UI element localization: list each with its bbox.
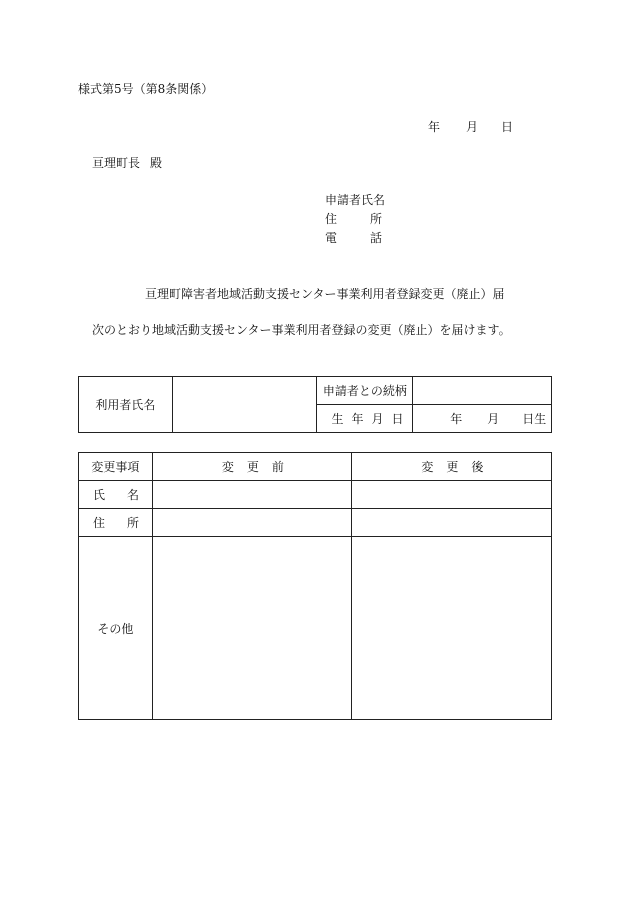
user-info-table bbox=[78, 376, 552, 433]
header-before-cell bbox=[152, 453, 352, 481]
header-before-2: 更 bbox=[246, 460, 259, 474]
user-name-value[interactable] bbox=[172, 377, 317, 433]
header-item-cell bbox=[79, 453, 153, 481]
row-name-label-1: 氏 bbox=[93, 488, 106, 502]
birthdate-label-1: 生 bbox=[331, 412, 344, 426]
birthdate-label-3: 月 bbox=[371, 412, 384, 426]
row-other-label: その他 bbox=[97, 621, 134, 636]
relation-value[interactable] bbox=[413, 377, 552, 405]
header-item-label: 変更事項 bbox=[91, 460, 140, 474]
birth-month-label: 月 bbox=[487, 412, 500, 426]
user-name-label: 利用者氏名 bbox=[95, 398, 156, 412]
birthdate-label-2: 年 bbox=[351, 412, 364, 426]
table-row bbox=[79, 481, 552, 509]
change-details-table bbox=[78, 452, 552, 720]
relation-label: 申請者との続柄 bbox=[322, 384, 407, 398]
form-title: 亘理町障害者地域活動支援センター事業利用者登録変更（廃止）届 bbox=[145, 287, 505, 301]
row-name-label-cell bbox=[79, 481, 153, 509]
row-other-label-cell bbox=[79, 537, 153, 720]
form-number: 様式第5号（第8条関係） bbox=[78, 82, 214, 96]
header-after-2: 更 bbox=[446, 460, 459, 474]
date-month-label: 月 bbox=[466, 120, 479, 134]
row-address-label-2: 所 bbox=[127, 516, 140, 530]
header-after-3: 後 bbox=[471, 460, 484, 474]
row-name-label-2: 名 bbox=[127, 488, 140, 502]
birth-day-label: 日生 bbox=[522, 412, 547, 426]
date-day-label: 日 bbox=[501, 120, 514, 134]
row-address-label-cell bbox=[79, 509, 153, 537]
name-before-value[interactable] bbox=[152, 481, 352, 509]
phone-label-1: 電 bbox=[325, 231, 338, 245]
address-after-value[interactable] bbox=[352, 509, 552, 537]
birthdate-value[interactable] bbox=[413, 405, 552, 433]
header-before-1: 変 bbox=[221, 460, 234, 474]
header-before-3: 前 bbox=[271, 460, 284, 474]
table-header-row bbox=[79, 453, 552, 481]
header-after-cell bbox=[352, 453, 552, 481]
statement-text: 次のとおり地域活動支援センター事業利用者登録の変更（廃止）を届けます。 bbox=[92, 323, 511, 337]
relation-label-cell bbox=[317, 377, 413, 405]
date-year-label: 年 bbox=[428, 120, 441, 134]
other-after-value[interactable] bbox=[352, 537, 552, 720]
phone-label-2: 話 bbox=[370, 231, 383, 245]
birthdate-label-4: 日 bbox=[391, 412, 404, 426]
header-after-1: 変 bbox=[421, 460, 434, 474]
table-row bbox=[79, 537, 552, 720]
table-row bbox=[79, 509, 552, 537]
other-before-value[interactable] bbox=[152, 537, 352, 720]
user-name-label-cell bbox=[79, 377, 173, 433]
address-before-value[interactable] bbox=[152, 509, 352, 537]
birthdate-label-cell bbox=[317, 405, 413, 433]
name-after-value[interactable] bbox=[352, 481, 552, 509]
addressee: 亘理町長 bbox=[92, 156, 141, 170]
address-label-1: 住 bbox=[325, 212, 338, 226]
row-address-label-1: 住 bbox=[93, 516, 106, 530]
honorific: 殿 bbox=[150, 156, 163, 170]
applicant-name-label: 申請者氏名 bbox=[325, 193, 386, 207]
birth-year-label: 年 bbox=[450, 412, 463, 426]
address-label-2: 所 bbox=[370, 212, 383, 226]
